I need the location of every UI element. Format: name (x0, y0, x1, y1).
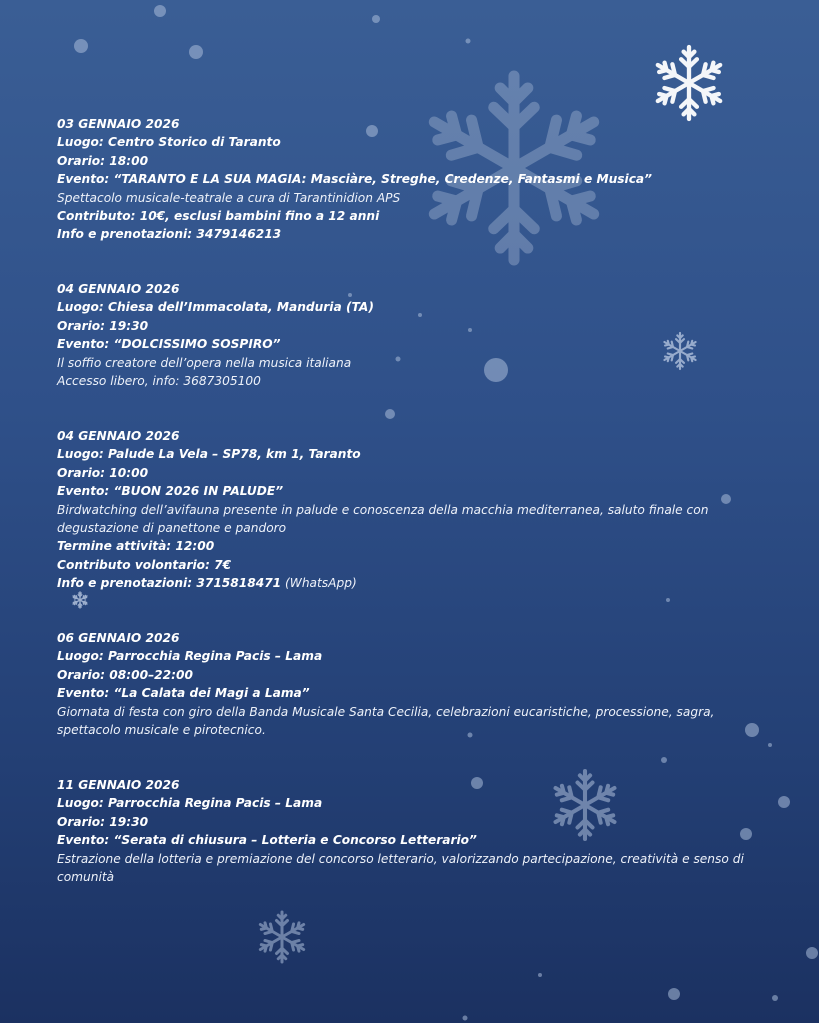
snowflake-icon (654, 47, 724, 119)
event-time: Orario: 18:00 (57, 153, 149, 168)
event-date: 03 GENNAIO 2026 (57, 117, 180, 131)
event-date: 06 GENNAIO 2026 (57, 631, 180, 645)
event-contribution: Contributo: 10€, esclusi bambini fino a 12 anni (57, 209, 380, 224)
event-info-line (57, 574, 772, 592)
event-time: Orario: 08:00–22:00 (57, 667, 193, 682)
event-contribution: Contributo volontario: 7€ (57, 557, 232, 572)
event-time: Orario: 19:30 (57, 814, 149, 829)
event-info: Info e prenotazioni: 3715818471 (57, 576, 282, 591)
snowflake-icon (258, 912, 307, 962)
event-time: Orario: 10:00 (57, 465, 149, 480)
event-title: Evento: “La Calata dei Magi a Lama” (57, 686, 310, 701)
event-time: Orario: 19:30 (57, 318, 149, 333)
event-location: Luogo: Centro Storico di Taranto (57, 135, 281, 150)
event-description: Il soffio creatore dell’opera nella musica italiana (57, 355, 352, 370)
event-title: Evento: “Serata di chiusura – Lotteria e Concorso Letterario” (57, 833, 477, 848)
event-date: 04 GENNAIO 2026 (57, 282, 180, 296)
event-date: 11 GENNAIO 2026 (57, 778, 180, 792)
event-title: Evento: “BUON 2026 IN PALUDE” (57, 484, 284, 499)
event-end-time: Termine attività: 12:00 (57, 539, 215, 554)
event-block (57, 427, 772, 593)
event-info: Info e prenotazioni: 3479146213 (57, 227, 282, 242)
event-block (57, 776, 772, 886)
event-title: Evento: “DOLCISSIMO SOSPIRO” (57, 337, 281, 352)
event-block (57, 629, 772, 739)
event-block (57, 280, 772, 390)
event-location: Luogo: Chiesa dell’Immacolata, Manduria (TA) (57, 300, 374, 315)
event-description: Estrazione della lotteria e premiazione del concorso letterario, valorizzando partecipazione, creatività e senso di comunità (57, 851, 744, 885)
event-description: Giornata di festa con giro della Banda Musicale Santa Cecilia, celebrazioni eucaristiche, processione, sagra, spettacolo musicale e pirotecnico. (57, 704, 715, 738)
event-info-note: (WhatsApp) (285, 576, 357, 591)
event-access: Accesso libero, info: 3687305100 (57, 374, 261, 389)
event-location: Luogo: Palude La Vela – SP78, km 1, Taranto (57, 447, 361, 462)
event-title: Evento: “TARANTO E LA SUA MAGIA: Masciàre, Streghe, Credenze, Fantasmi e Musica” (57, 172, 653, 187)
event-block (57, 115, 772, 244)
event-description: Birdwatching dell’avifauna presente in palude e conoscenza della macchia mediterranea, saluto finale con degustazione di panettone e pandoro (57, 502, 709, 536)
snowflake-icon (72, 592, 88, 608)
event-date: 04 GENNAIO 2026 (57, 429, 180, 443)
event-location: Luogo: Parrocchia Regina Pacis – Lama (57, 649, 323, 664)
event-description: Spettacolo musicale-teatrale a cura di Tarantinidion APS (57, 190, 401, 205)
event-location: Luogo: Parrocchia Regina Pacis – Lama (57, 796, 323, 811)
